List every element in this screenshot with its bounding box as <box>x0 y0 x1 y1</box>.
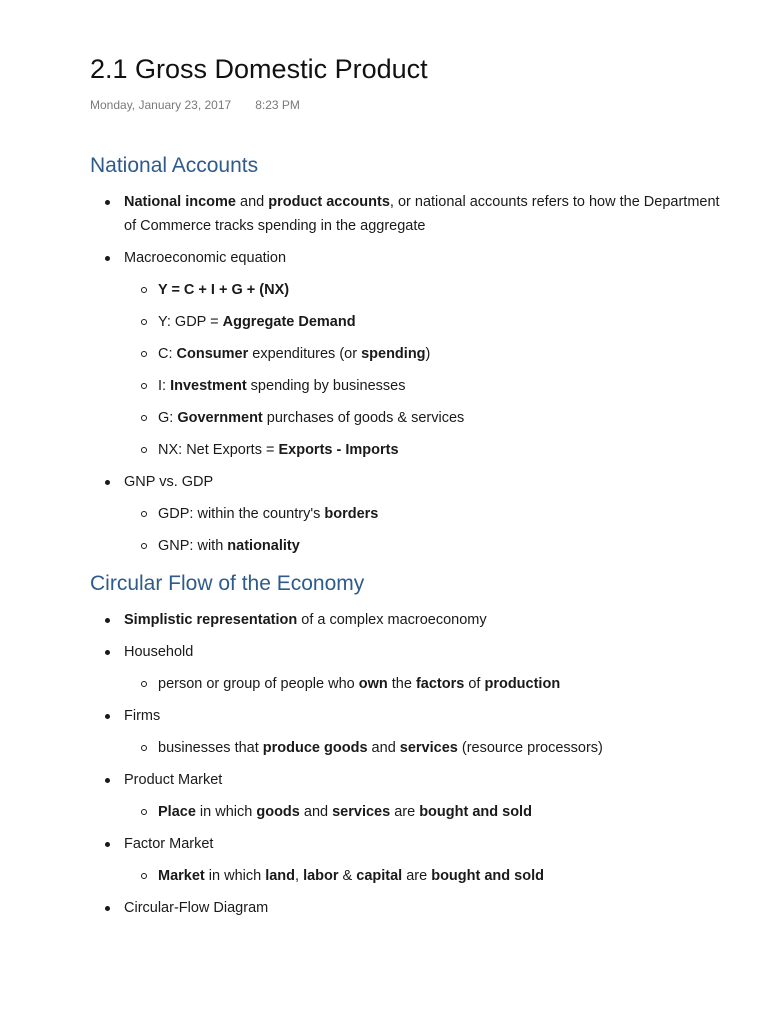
text-segment: of a complex macroeconomy <box>297 612 487 628</box>
note-date: Monday, January 23, 2017 <box>90 98 232 112</box>
bold-text: Government <box>177 410 263 426</box>
text-segment: Firms <box>124 708 161 724</box>
sub-list-item <box>124 736 730 760</box>
hollow-bullet-icon <box>141 319 147 325</box>
bold-text: National income <box>124 194 236 210</box>
bold-text: bought and sold <box>419 804 532 820</box>
hollow-bullet-icon <box>141 681 147 687</box>
text-segment: are <box>402 868 432 884</box>
bold-text: services <box>399 740 458 756</box>
text-segment: the <box>387 676 416 692</box>
bold-text: Market <box>158 868 205 884</box>
list-item <box>90 832 730 888</box>
text-segment: of <box>464 676 485 692</box>
sub-list-item <box>124 438 730 462</box>
sub-list-item <box>124 374 730 398</box>
text-segment: and <box>236 194 269 210</box>
bullet-icon <box>105 650 110 655</box>
hollow-bullet-icon <box>141 543 147 549</box>
text-segment: Macroeconomic equation <box>124 250 287 266</box>
text-segment: in which <box>195 804 257 820</box>
bold-text: land <box>265 868 296 884</box>
text-segment: & <box>338 868 357 884</box>
bold-text: Aggregate Demand <box>222 314 356 330</box>
sub-bullet-list <box>124 736 730 760</box>
bold-text: capital <box>356 868 403 884</box>
hollow-bullet-icon <box>141 511 147 517</box>
text-segment: and <box>299 804 333 820</box>
bold-text: nationality <box>227 538 300 554</box>
text-segment: person or group of people who <box>158 676 359 692</box>
sub-list-item <box>124 800 730 824</box>
text-segment: are <box>390 804 420 820</box>
bold-text: Exports - Imports <box>278 442 399 458</box>
bold-text: spending <box>361 346 426 362</box>
text-segment: spending by businesses <box>246 378 406 394</box>
list-item <box>90 640 730 696</box>
text-segment: Factor Market <box>124 836 214 852</box>
bold-text: Investment <box>170 378 247 394</box>
list-item <box>90 768 730 824</box>
bold-text: factors <box>415 676 465 692</box>
text-segment: GDP: within the country's <box>158 506 325 522</box>
text-segment: Household <box>124 644 194 660</box>
bold-text: bought and sold <box>431 868 544 884</box>
bullet-icon <box>105 778 110 783</box>
hollow-bullet-icon <box>141 383 147 389</box>
sub-list-item <box>124 342 730 366</box>
sub-list-item <box>124 406 730 430</box>
sub-list-item <box>124 278 730 302</box>
sub-list-item <box>124 502 730 526</box>
page-title: 2.1 Gross Domestic Product <box>90 54 428 84</box>
text-segment: Y: GDP = <box>158 314 223 330</box>
bullet-list <box>90 608 730 920</box>
bullet-icon <box>105 480 110 485</box>
bold-text: services <box>332 804 391 820</box>
text-segment: Product Market <box>124 772 223 788</box>
note-page <box>90 52 730 928</box>
text-segment: I: <box>158 378 171 394</box>
bold-text: Consumer <box>176 346 249 362</box>
text-segment: and <box>367 740 400 756</box>
text-segment: , <box>295 868 304 884</box>
bold-text: product accounts <box>268 194 390 210</box>
text-segment: NX: Net Exports = <box>158 442 279 458</box>
note-metadata <box>90 97 730 113</box>
bold-text: own <box>358 676 388 692</box>
text-segment: purchases of goods & services <box>262 410 465 426</box>
sub-bullet-list <box>124 864 730 888</box>
bullet-icon <box>105 842 110 847</box>
bold-text: goods <box>256 804 300 820</box>
bullet-icon <box>105 256 110 261</box>
bold-text: labor <box>303 868 339 884</box>
hollow-bullet-icon <box>141 809 147 815</box>
sub-list-item <box>124 310 730 334</box>
text-segment: businesses that <box>158 740 263 756</box>
bold-text: borders <box>324 506 379 522</box>
hollow-bullet-icon <box>141 351 147 357</box>
list-item <box>90 608 730 632</box>
list-item <box>90 190 730 238</box>
text-segment: , or national accounts refers to how the Department of Commerce tracks spending in the aggregate <box>124 194 720 234</box>
note-body <box>90 152 730 920</box>
sub-bullet-list <box>124 800 730 824</box>
list-item <box>90 246 730 462</box>
sub-bullet-list <box>124 278 730 462</box>
bold-text: production <box>484 676 561 692</box>
sub-bullet-list <box>124 502 730 558</box>
sub-list-item <box>124 534 730 558</box>
bold-text: Simplistic representation <box>124 612 298 628</box>
hollow-bullet-icon <box>141 873 147 879</box>
text-segment: in which <box>204 868 266 884</box>
text-segment: G: <box>158 410 178 426</box>
bullet-icon <box>105 906 110 911</box>
hollow-bullet-icon <box>141 415 147 421</box>
bold-text: Y = C + I + G + (NX) <box>158 282 290 298</box>
sub-list-item <box>124 672 730 696</box>
text-segment: GNP: with <box>158 538 228 554</box>
list-item <box>90 896 730 920</box>
bullet-list <box>90 190 730 558</box>
text-segment: ) <box>425 346 431 362</box>
section-heading: National Accounts <box>90 154 259 177</box>
bullet-icon <box>105 200 110 205</box>
hollow-bullet-icon <box>141 287 147 293</box>
sub-list-item <box>124 864 730 888</box>
list-item <box>90 704 730 760</box>
hollow-bullet-icon <box>141 447 147 453</box>
note-time: 8:23 PM <box>255 98 300 112</box>
bold-text: produce goods <box>262 740 368 756</box>
text-segment: Circular-Flow Diagram <box>124 900 269 916</box>
text-segment: expenditures (or <box>248 346 362 362</box>
bullet-icon <box>105 618 110 623</box>
list-item <box>90 470 730 558</box>
text-segment: C: <box>158 346 177 362</box>
hollow-bullet-icon <box>141 745 147 751</box>
sub-bullet-list <box>124 672 730 696</box>
text-segment: GNP vs. GDP <box>124 474 214 490</box>
section-heading: Circular Flow of the Economy <box>90 572 365 595</box>
bold-text: Place <box>158 804 196 820</box>
text-segment: (resource processors) <box>457 740 603 756</box>
bullet-icon <box>105 714 110 719</box>
